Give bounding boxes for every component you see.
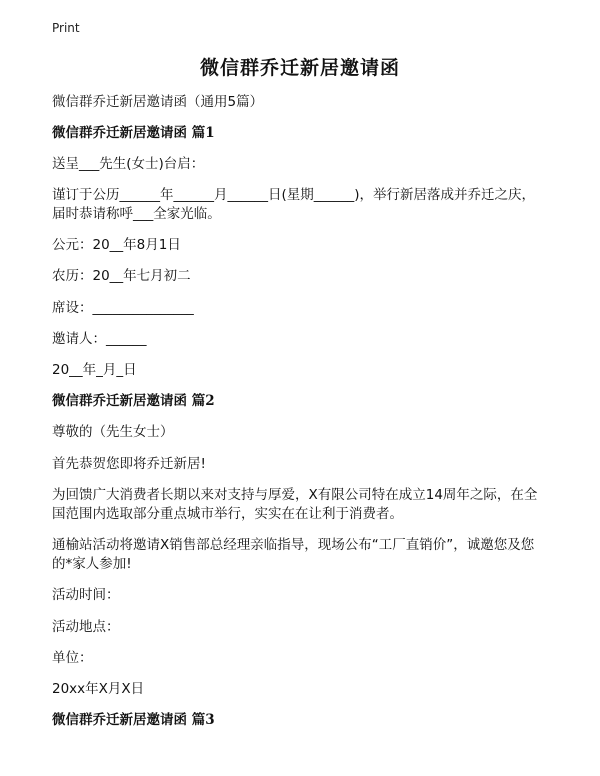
paragraph-line: 单位： bbox=[52, 650, 93, 666]
paragraph-line: 尊敬的（先生女士） bbox=[52, 424, 174, 440]
paragraph-line: 席设：_______________ bbox=[52, 300, 194, 316]
paragraph-line: 届时恭请称呼___全家光临。 bbox=[52, 206, 221, 222]
paragraph-line: 送呈___先生(女士)台启： bbox=[52, 156, 205, 172]
paragraph-line: 农历：20__年七月初二 bbox=[52, 268, 191, 284]
paragraph-line: 20xx年X月X日 bbox=[52, 681, 145, 697]
section-heading-2: 微信群乔迁新居邀请函 篇2 bbox=[52, 393, 215, 409]
paragraph-line: 邀请人：______ bbox=[52, 331, 147, 347]
document-title: 微信群乔迁新居邀请函 bbox=[199, 57, 400, 79]
section-heading-1: 微信群乔迁新居邀请函 篇1 bbox=[52, 125, 215, 141]
paragraph-line: 国范围内选取部分重点城市举行，实实在在让利于消费者。 bbox=[52, 506, 403, 522]
paragraph-line: 20__年_月_日 bbox=[52, 362, 137, 378]
document-subtitle: 微信群乔迁新居邀请函（通用5篇） bbox=[52, 94, 264, 110]
paragraph-line: 首先恭贺您即将乔迁新居! bbox=[52, 456, 206, 472]
print-link[interactable]: Print bbox=[52, 21, 80, 35]
paragraph-line: 活动时间： bbox=[52, 587, 120, 603]
paragraph-line: 公元：20__年8月1日 bbox=[52, 237, 181, 253]
section-heading-3: 微信群乔迁新居邀请函 篇3 bbox=[52, 712, 215, 728]
paragraph-line: 的*家人参加! bbox=[52, 556, 132, 572]
paragraph-line: 通榆站活动将邀请X销售部总经理亲临指导，现场公布“工厂直销价”，诚邀您及您 bbox=[52, 537, 535, 553]
paragraph-line: 谨订于公历______年______月______日(星期______)，举行新居落成并乔迁之庆， bbox=[52, 187, 536, 203]
paragraph-line: 活动地点： bbox=[52, 619, 120, 635]
paragraph-line: 为回馈广大消费者长期以来对支持与厚爱，X有限公司特在成立14周年之际，在全 bbox=[52, 487, 538, 503]
